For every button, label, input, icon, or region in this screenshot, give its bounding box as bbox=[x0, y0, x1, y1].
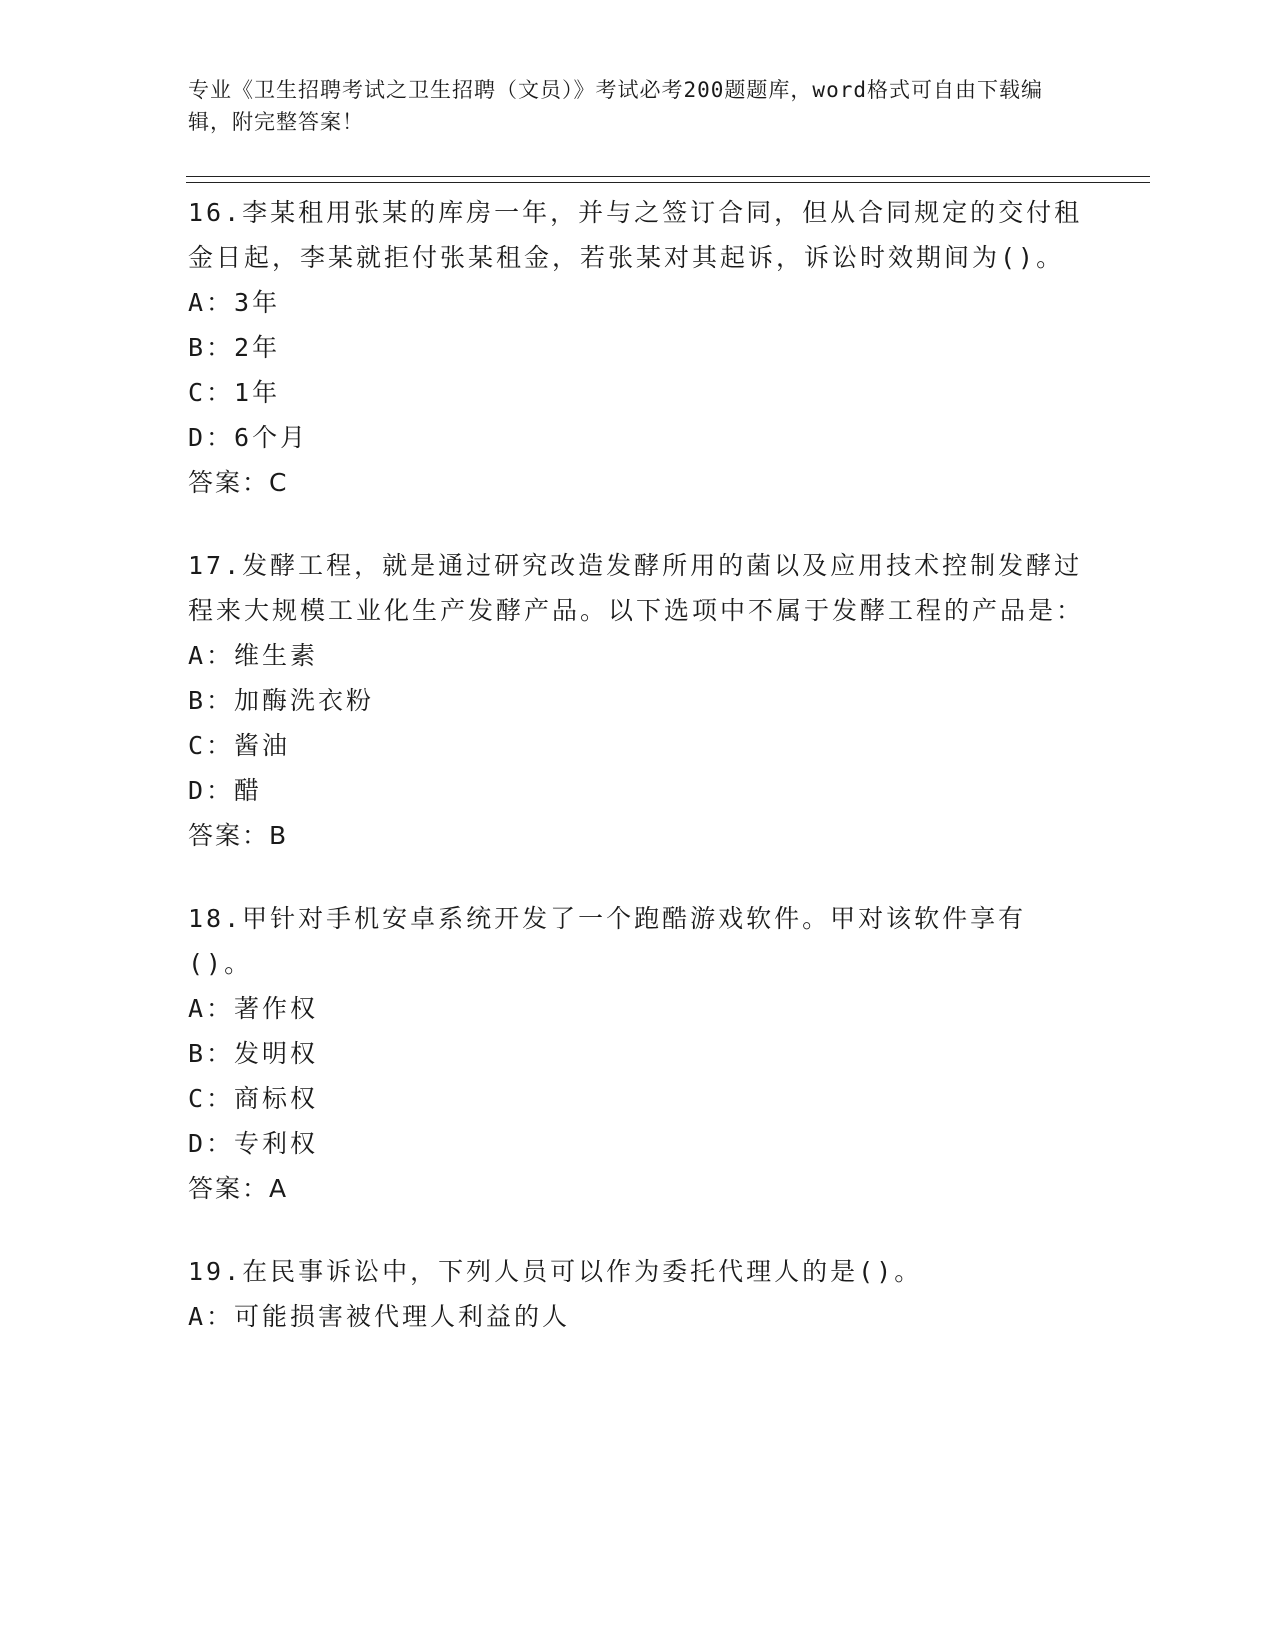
option-d: D：专利权 bbox=[188, 1129, 319, 1158]
question-text: 19.在民事诉讼中，下列人员可以作为委托代理人的是()。 bbox=[188, 1257, 923, 1286]
option-c: C：酱油 bbox=[188, 731, 291, 760]
question-16 bbox=[188, 190, 1088, 505]
option-a: A：可能损害被代理人利益的人 bbox=[188, 1302, 571, 1331]
option-b: B：2年 bbox=[188, 333, 281, 362]
option-a: A：3年 bbox=[188, 288, 281, 317]
question-17 bbox=[188, 543, 1088, 858]
header-divider-top bbox=[186, 176, 1150, 177]
question-list bbox=[188, 190, 1088, 1377]
option-c: C：1年 bbox=[188, 378, 281, 407]
option-d: D：醋 bbox=[188, 776, 263, 805]
question-text: 17.发酵工程，就是通过研究改造发酵所用的菌以及应用技术控制发酵过程来大规模工业化生产发酵产品。以下选项中不属于发酵工程的产品是： bbox=[188, 551, 1085, 625]
answer-line: 答案：A bbox=[188, 1174, 289, 1203]
option-a: A：著作权 bbox=[188, 994, 319, 1023]
question-text: 18.甲针对手机安卓系统开发了一个跑酷游戏软件。甲对该软件享有()。 bbox=[188, 904, 1027, 978]
question-18 bbox=[188, 896, 1088, 1211]
document-header: 专业《卫生招聘考试之卫生招聘（文员）》考试必考200题题库，word格式可自由下载编辑，附完整答案！ bbox=[188, 78, 1043, 134]
option-b: B：加酶洗衣粉 bbox=[188, 686, 375, 715]
header-divider-bottom bbox=[186, 182, 1150, 183]
answer-line: 答案：C bbox=[188, 468, 289, 497]
option-c: C：商标权 bbox=[188, 1084, 319, 1113]
option-d: D：6个月 bbox=[188, 423, 309, 452]
answer-line: 答案：B bbox=[188, 821, 289, 850]
question-19 bbox=[188, 1249, 1088, 1339]
question-text: 16.李某租用张某的库房一年，并与之签订合同，但从合同规定的交付租金日起，李某就拒付张某租金，若张某对其起诉，诉讼时效期间为()。 bbox=[188, 198, 1083, 272]
option-b: B：发明权 bbox=[188, 1039, 319, 1068]
option-a: A：维生素 bbox=[188, 641, 319, 670]
